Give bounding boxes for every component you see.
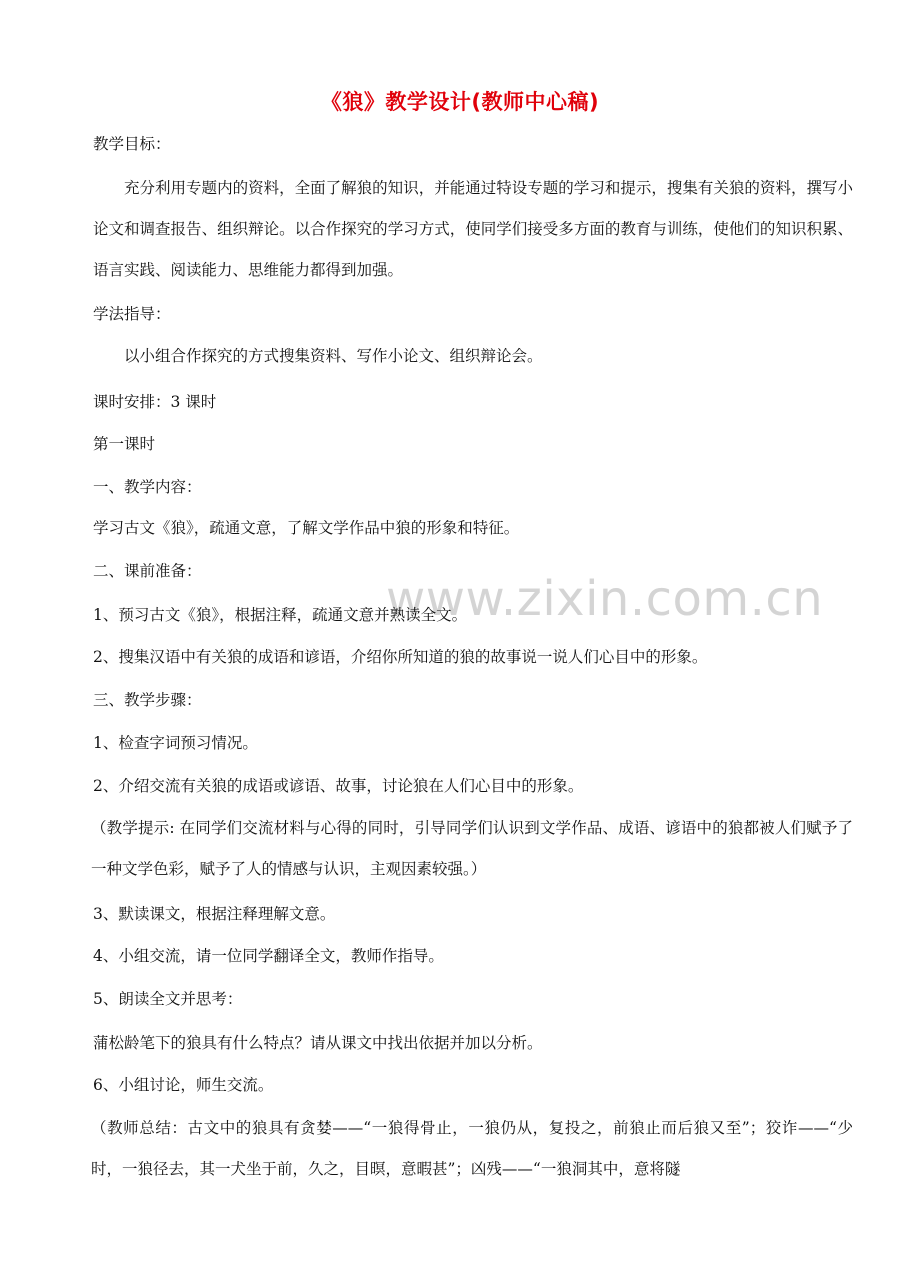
prep-heading: 二、课前准备： (93, 562, 202, 580)
prep-item-1: 1、预习古文《狼》，根据注释，疏通文意并熟读全文。 (93, 606, 468, 624)
analysis-question: 蒲松龄笔下的狼具有什么特点？请从课文中找出依据并加以分析。 (93, 1034, 543, 1052)
content-heading: 一、教学内容： (93, 478, 202, 496)
step-item-4: 4、小组交流，请一位同学翻译全文，教师作指导。 (93, 947, 444, 965)
content-paragraph: 学习古文《狼》，疏通文意，了解文学作品中狼的形象和特征。 (93, 519, 520, 537)
prep-item-2: 2、搜集汉语中有关狼的成语和谚语，介绍你所知道的狼的故事说一说人们心目中的形象。 (93, 648, 708, 666)
step-item-3: 3、默读课文，根据注释理解文意。 (93, 905, 336, 923)
schedule-line: 课时安排：3 课时 (93, 393, 217, 411)
teaching-tip-paragraph: （教学提示: 在同学们交流材料与心得的同时，引导同学们认识到文学作品、成语、谚语中的狼都被人们赋予了一种文学色彩，赋予了人的情感与认识，主观因素较强。） (91, 819, 853, 878)
steps-heading: 三、教学步骤： (93, 691, 202, 709)
step-item-1: 1、检查字词预习情况。 (93, 734, 258, 752)
step-item-5: 5、朗读全文并思考： (93, 990, 243, 1008)
method-paragraph: 以小组合作探究的方式搜集资料、写作小论文、组织辩论会。 (124, 347, 543, 365)
document-title: 《狼》教学设计(教师中心稿) (320, 90, 600, 114)
step-item-6: 6、小组讨论，师生交流。 (93, 1076, 274, 1094)
method-heading: 学法指导： (93, 305, 171, 323)
teacher-summary-paragraph: （教师总结：古文中的狼具有贪婪——“一狼得骨止，一狼仍从，复投之，前狼止而后狼又至”；狡诈——“少时，一狼径去，其一犬坐于前，久之，目暝，意暇甚”；凶残——“一狼洞其中，意将隧 (91, 1119, 853, 1178)
lesson-one-heading: 第一课时 (93, 435, 156, 453)
objectives-heading: 教学目标： (93, 135, 171, 153)
objectives-paragraph: 充分利用专题内的资料，全面了解狼的知识，并能通过特设专题的学习和提示，搜集有关狼的资料，撰写小论文和调查报告、组织辩论。以合作探究的学习方式，使同学们接受多方面的教育与训练，使他们的知识积累、语言实践、阅读能力、思维能力都得到加强。 (93, 179, 853, 279)
step-item-2: 2、介绍交流有关狼的成语或谚语、故事，讨论狼在人们心目中的形象。 (93, 777, 584, 795)
watermark: www.zixin.com.cn (386, 571, 824, 627)
